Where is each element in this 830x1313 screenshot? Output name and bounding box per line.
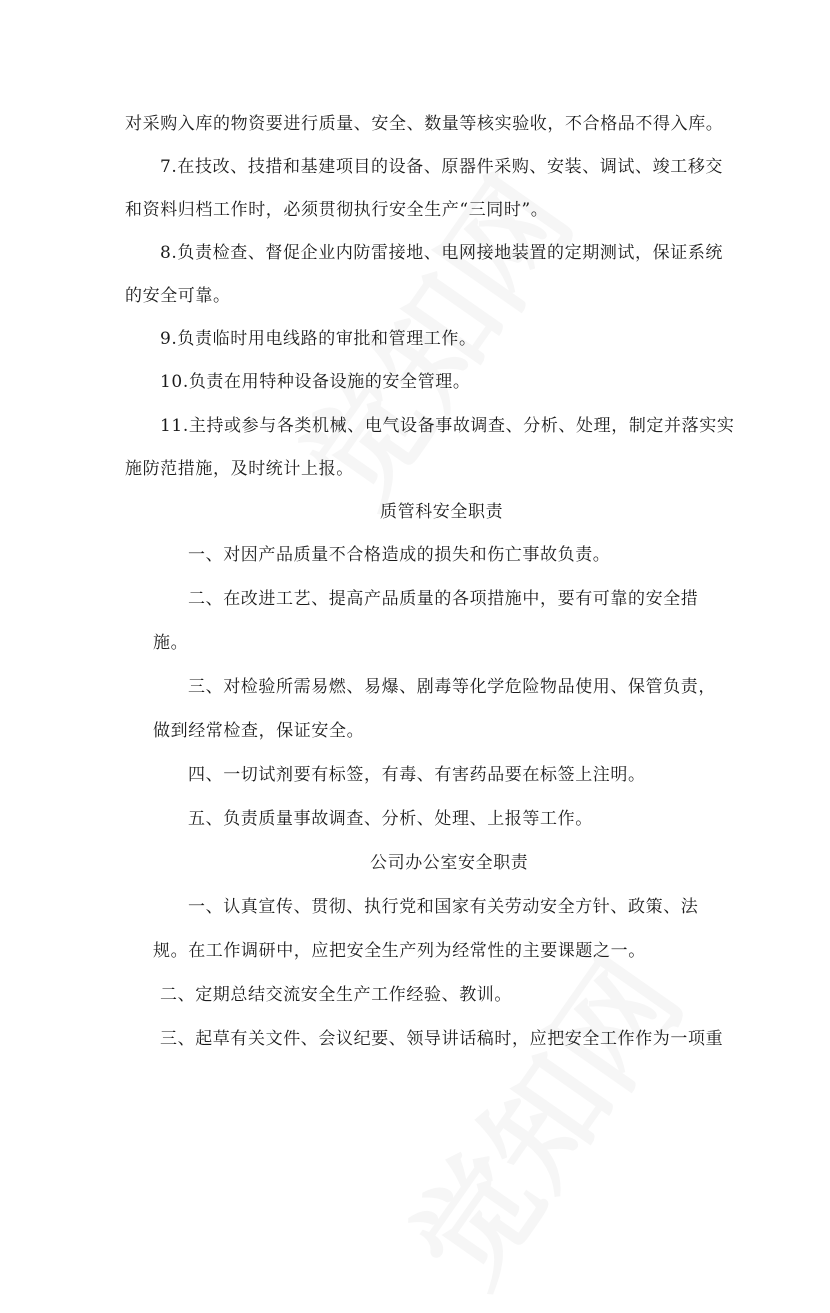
paragraph-line: 对采购入库的物资要进行质量、安全、数量等核实验收，不合格品不得入库。 [125,114,724,134]
section-heading-office: 公司办公室安全职责 [370,853,529,873]
paragraph-line: 一、认真宣传、贯彻、执行党和国家有关劳动安全方针、政策、法 [188,897,699,917]
paragraph-line: 10.负责在用特种设备设施的安全管理。 [160,372,471,392]
section-heading-quality: 质管科安全职责 [380,502,504,522]
paragraph-line: 的安全可靠。 [125,286,231,306]
paragraph-line: 7.在技改、技措和基建项目的设备、原器件采购、安装、调试、竣工移交 [160,157,724,177]
paragraph-line: 施防范措施，及时统计上报。 [125,459,354,479]
paragraph-line: 11.主持或参与各类机械、电气设备事故调查、分析、处理，制定并落实实 [160,416,735,436]
paragraph-line: 四、一切试剂要有标签，有毒、有害药品要在标签上注明。 [188,765,646,785]
paragraph-line: 8.负责检查、督促企业内防雷接地、电网接地装置的定期测试，保证系统 [160,243,724,263]
paragraph-line: 规。在工作调研中，应把安全生产列为经常性的主要课题之一。 [153,941,646,961]
paragraph-line: 二、在改进工艺、提高产品质量的各项措施中，要有可靠的安全措 [188,589,699,609]
paragraph-line: 做到经常检查，保证安全。 [153,721,365,741]
paragraph-line: 9.负责临时用电线路的审批和管理工作。 [160,329,477,349]
paragraph-line: 和资料归档工作时，必须贯彻执行安全生产“三同时”。 [125,200,549,220]
paragraph-line: 二、定期总结交流安全生产工作经验、教训。 [160,985,512,1005]
paragraph-line: 施。 [153,633,189,653]
paragraph-line: 三、对检验所需易燃、易爆、剧毒等化学危险物品使用、保管负责， [188,677,716,697]
paragraph-line: 五、负责质量事故调查、分析、处理、上报等工作。 [188,809,593,829]
paragraph-line: 一、对因产品质量不合格造成的损失和伤亡事故负责。 [188,545,611,565]
watermark-text-bottom [366,919,713,1313]
paragraph-line: 三、起草有关文件、会议纪要、领导讲话稿时，应把安全工作作为一项重 [160,1029,724,1049]
